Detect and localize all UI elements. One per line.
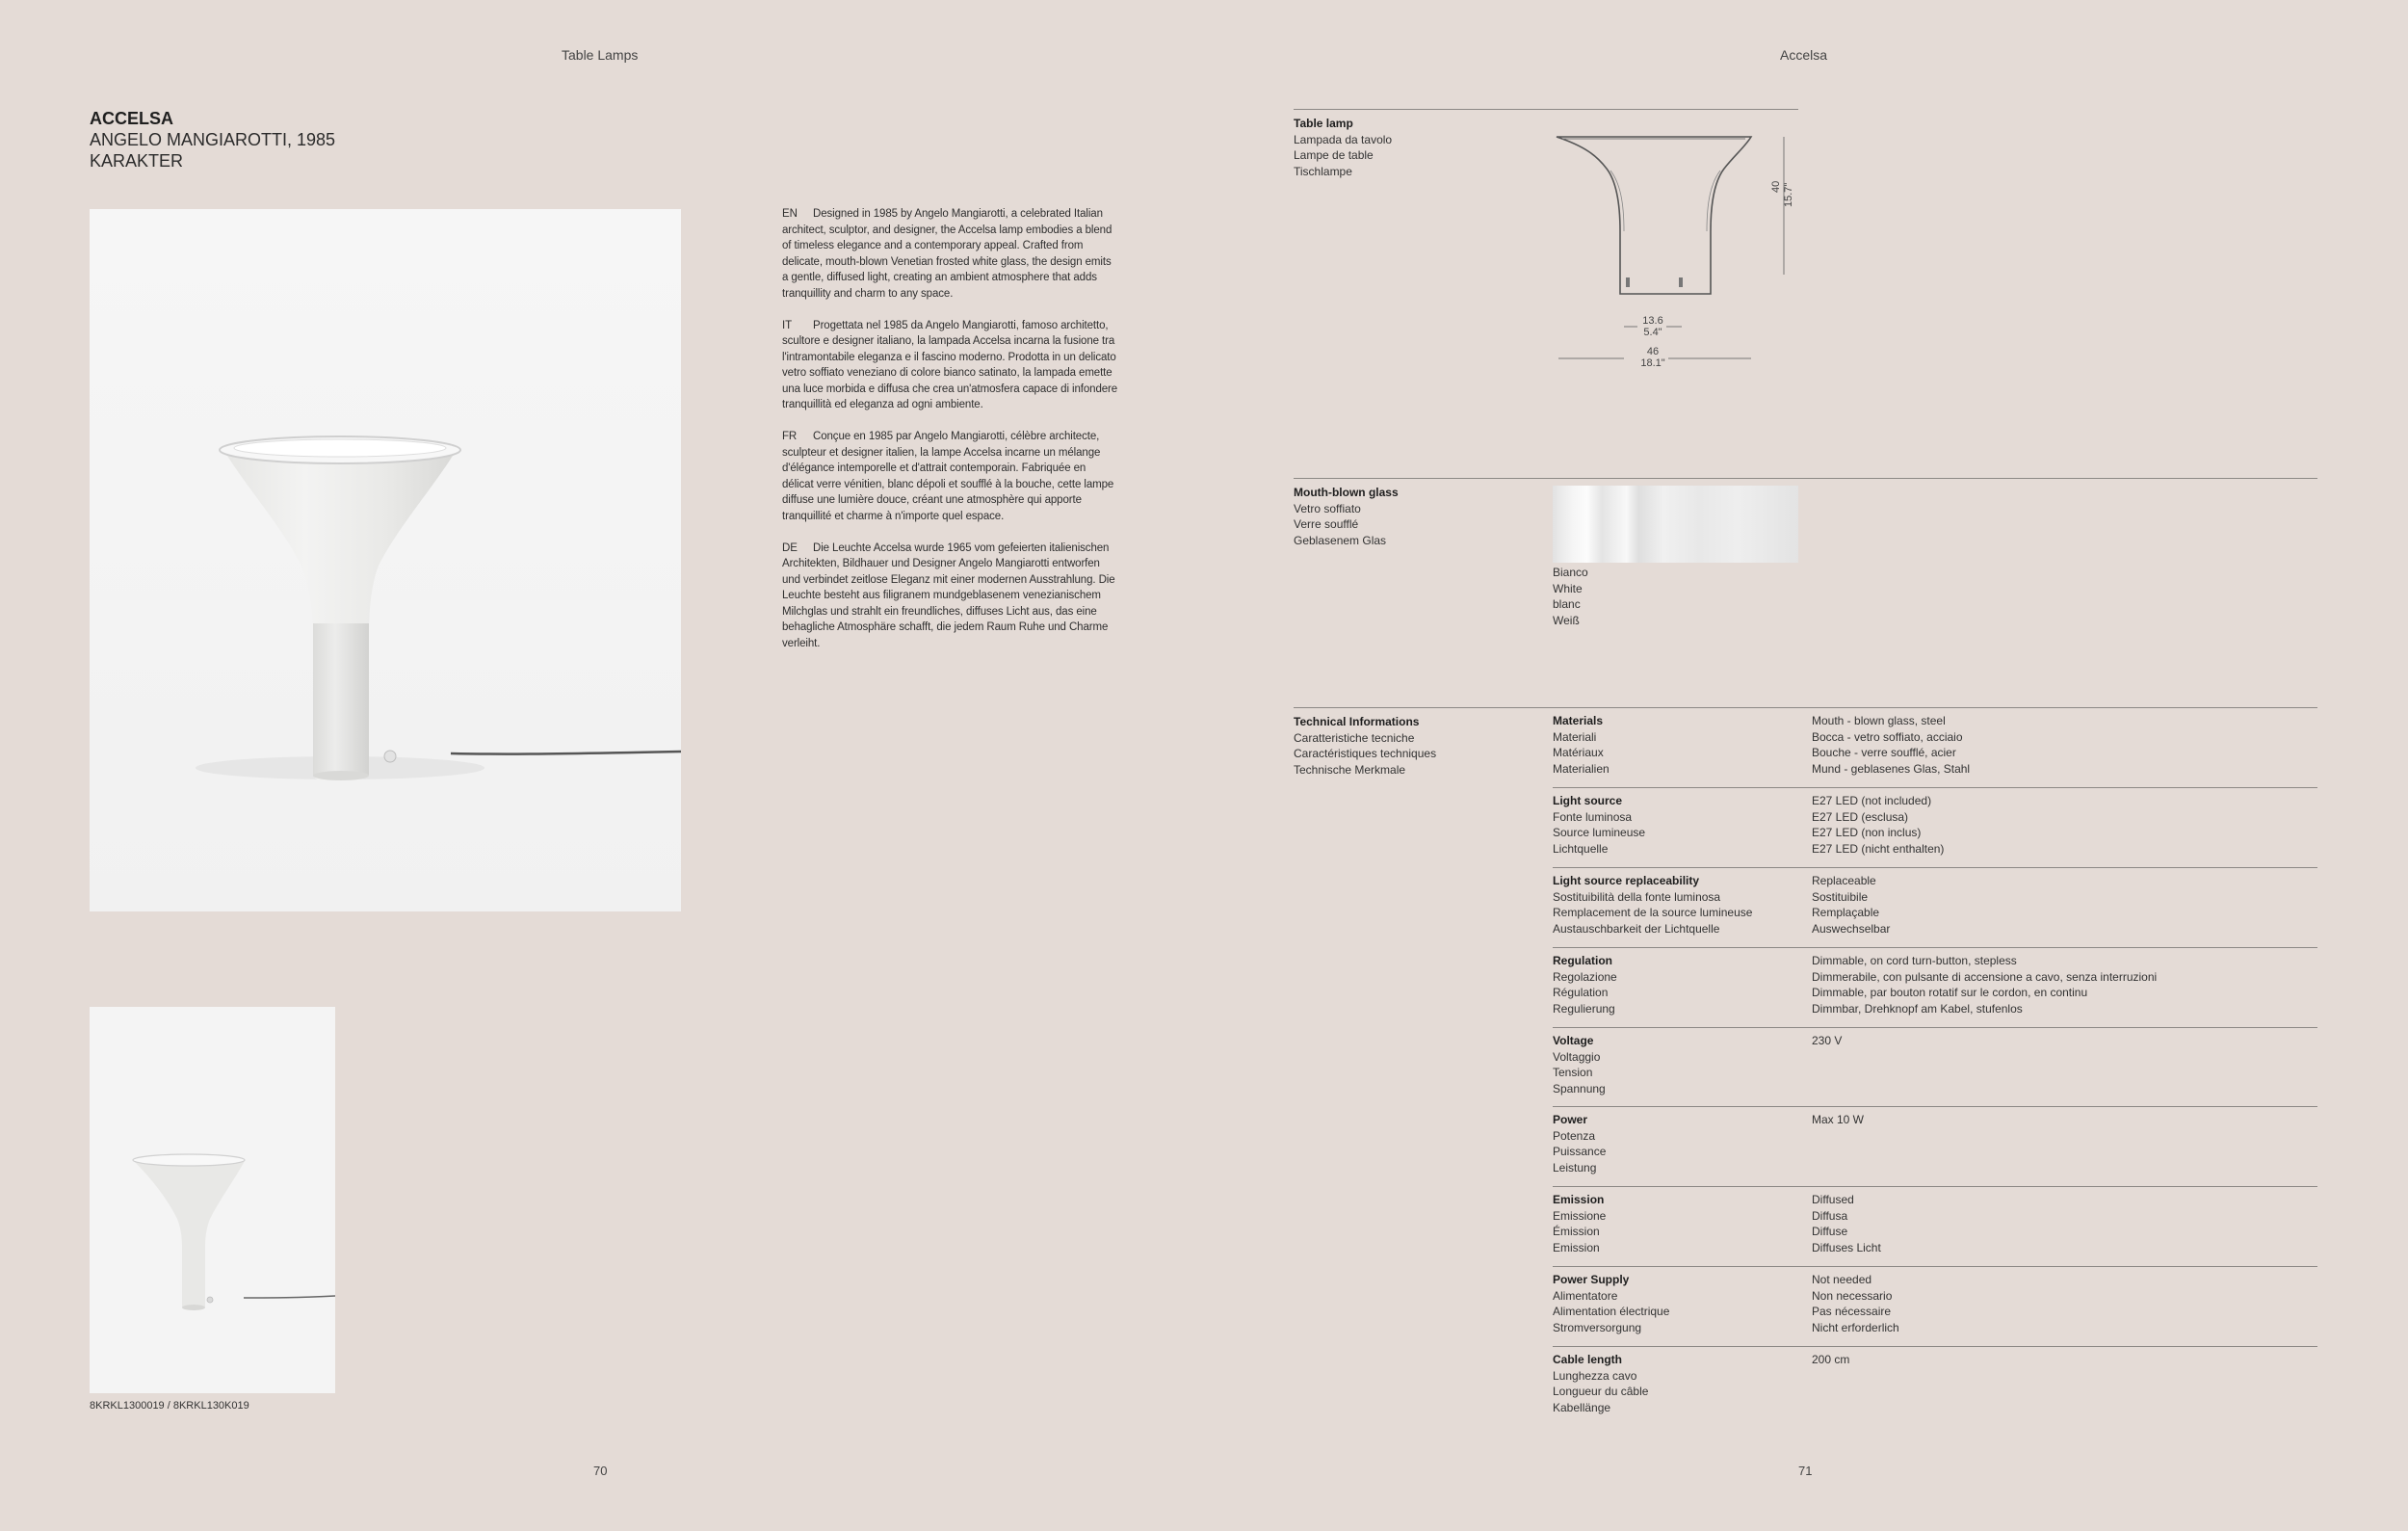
spec-label: Regulation — [1553, 954, 1612, 967]
spec-value: Max 10 W — [1812, 1113, 1865, 1126]
lang-code: FR — [782, 431, 798, 442]
spec-label: Materialien — [1553, 761, 1610, 776]
base-in: 5.4" — [1643, 327, 1662, 338]
designer-year: ANGELO MANGIAROTTI, 1985 — [90, 130, 336, 149]
spec-value: Auswechselbar — [1812, 921, 1891, 936]
spec-row-voltage — [1553, 1027, 2317, 1095]
technical-heading-label: Technische Merkmale — [1294, 762, 1406, 777]
lang-code: EN — [782, 208, 798, 220]
spec-row-power — [1553, 1106, 2317, 1175]
spec-label: Émission — [1553, 1225, 1600, 1238]
page-number-right: 71 — [1798, 1464, 1813, 1478]
spec-value: Bocca - vetro soffiato, acciaio — [1812, 729, 1963, 744]
brand-name: KARAKTER — [90, 151, 184, 171]
spec-label: Lichtquelle — [1553, 841, 1609, 856]
spec-value: 230 V — [1812, 1034, 1843, 1047]
technical-heading-label: Caractéristiques techniques — [1294, 747, 1437, 760]
spec-row-regulation — [1553, 947, 2317, 1016]
material-label: Geblasenem Glas — [1294, 533, 1387, 547]
spec-value: Pas nécessaire — [1812, 1305, 1892, 1318]
spec-label: Puissance — [1553, 1145, 1607, 1158]
spec-value: Dimmable, on cord turn-button, stepless — [1812, 954, 2017, 967]
spec-value: Diffuse — [1812, 1225, 1848, 1238]
spec-value: Dimmerabile, con pulsante di accensione a cavo, senza interruzioni — [1812, 969, 2158, 984]
spec-label: Light source replaceability — [1553, 874, 1700, 887]
spec-value: E27 LED (not included) — [1812, 794, 1932, 807]
height-dimension-inches — [1783, 183, 1794, 207]
spec-value: Dimmbar, Drehknopf am Kabel, stufenlos — [1812, 1001, 2023, 1016]
spec-label: Power Supply — [1553, 1273, 1630, 1286]
description-fr — [782, 429, 1119, 524]
color-name: Bianco — [1553, 566, 1588, 579]
spec-label: Kabellänge — [1553, 1400, 1611, 1414]
description-block — [782, 206, 1119, 668]
spec-label: Matériaux — [1553, 746, 1604, 759]
spec-row-cable-length — [1553, 1346, 2317, 1414]
lang-code: IT — [782, 319, 793, 331]
spec-value: Diffuses Licht — [1812, 1240, 1881, 1254]
spec-label: Materiali — [1553, 729, 1597, 744]
technical-heading-label: Technical Informations — [1294, 715, 1420, 728]
spec-label: Emissione — [1553, 1208, 1607, 1223]
material-labels — [1294, 485, 1399, 548]
material-label: Vetro soffiato — [1294, 501, 1361, 515]
technical-heading-label: Caratteristiche tecniche — [1294, 730, 1415, 745]
drawing-top-rule — [1294, 109, 1798, 110]
spec-value: Bouche - verre soufflé, acier — [1812, 746, 1956, 759]
spec-label: Lunghezza cavo — [1553, 1368, 1637, 1383]
height-cm: 40 — [1770, 180, 1782, 193]
color-name: blanc — [1553, 597, 1581, 611]
description-text: Progettata nel 1985 da Angelo Mangiarotti, famoso architetto, scultore e designer italiano, la lampada Accelsa incarna la fusione tra l'intramontabile eleganza e il fascino moderno. Prodotta in un delicato vetro soffiato veneziano di colore bianco satinato, la lampada emette una luce morbida e diffusa che crea un'atmosfera capace di infondere tranquillità ed eleganza ad ogni ambiente. — [782, 319, 1118, 410]
color-names — [1553, 565, 1588, 628]
height-dimension — [1770, 181, 1782, 193]
description-text: Designed in 1985 by Angelo Mangiarotti, a celebrated Italian architect, sculptor, and designer, the Accelsa lamp embodies a blend of timeless elegance and a contemporary appeal. Crafted from delicate, mouth-blown Venetian frosted white glass, the design emits a gentle, diffused light, creating an ambient atmosphere that adds tranquillity and charm to any space. — [782, 208, 1112, 300]
drawing-label: Lampe de table — [1294, 148, 1374, 162]
spec-row-emission — [1553, 1186, 2317, 1254]
color-name: White — [1553, 581, 1583, 595]
width-cm: 46 — [1646, 346, 1660, 357]
technical-heading — [1294, 714, 1436, 778]
product-name: ACCELSA — [90, 109, 174, 128]
spec-label: Fonte luminosa — [1553, 809, 1633, 824]
description-it — [782, 318, 1119, 413]
spec-value: Not needed — [1812, 1273, 1872, 1286]
spec-label: Tension — [1553, 1066, 1593, 1079]
spec-label: Régulation — [1553, 986, 1609, 999]
description-text: Die Leuchte Accelsa wurde 1965 vom gefeierten italienischen Architekten, Bildhauer und Designer Angelo Mangiarotti entworfen und verbindet zeitlose Eleganz mit einer modernen Ausstrahlung. Die Leuchte besteht aus filigranem mundgeblasenem venezianischem Milchglas und strahlt ein freundliches, diffuses Licht aus, das eine behagliche Atmosphäre schafft, die jedem Raum Ruhe und Charme verleiht. — [782, 541, 1115, 649]
spec-row-replaceability — [1553, 867, 2317, 936]
spec-value: Dimmable, par bouton rotatif sur le cordon, en continu — [1812, 986, 2088, 999]
spec-label: Cable length — [1553, 1353, 1623, 1366]
drawing-label: Table lamp — [1294, 117, 1353, 130]
spec-value: Replaceable — [1812, 874, 1876, 887]
running-head-left: Table Lamps — [562, 47, 639, 63]
lang-code: DE — [782, 541, 798, 554]
description-en — [782, 206, 1119, 302]
spec-label: Leistung — [1553, 1160, 1597, 1175]
spec-label: Longueur du câble — [1553, 1385, 1649, 1398]
spec-label: Regulierung — [1553, 1001, 1615, 1016]
drawing-labels — [1294, 116, 1392, 179]
spec-label: Regolazione — [1553, 969, 1617, 984]
material-label: Mouth-blown glass — [1294, 486, 1399, 499]
color-name: Weiß — [1553, 613, 1580, 627]
width-in: 18.1" — [1640, 357, 1665, 369]
spec-label: Voltaggio — [1553, 1049, 1601, 1064]
running-head-right: Accelsa — [1780, 47, 1828, 63]
spec-value: Diffused — [1812, 1193, 1854, 1206]
product-codes: 8KRKL1300019 / 8KRKL130K019 — [90, 1400, 249, 1412]
spec-label: Remplacement de la source lumineuse — [1553, 906, 1753, 919]
spec-value: Diffusa — [1812, 1208, 1848, 1223]
spec-label: Light source — [1553, 794, 1623, 807]
spec-label: Spannung — [1553, 1081, 1606, 1095]
spec-value: E27 LED (non inclus) — [1812, 826, 1922, 839]
width-dimension — [1637, 346, 1668, 369]
spec-label: Stromversorgung — [1553, 1320, 1642, 1334]
spec-value: Sostituibile — [1812, 889, 1869, 904]
spec-label: Austauschbarkeit der Lichtquelle — [1553, 921, 1720, 936]
spec-label: Materials — [1553, 714, 1604, 727]
spec-value: Non necessario — [1812, 1288, 1893, 1303]
spec-label: Potenza — [1553, 1128, 1596, 1143]
glass-swatch — [1553, 486, 1798, 563]
spec-value: E27 LED (nicht enthalten) — [1812, 841, 1945, 856]
product-title-block — [90, 108, 335, 172]
spec-row-light-source — [1553, 787, 2317, 856]
description-de — [782, 541, 1119, 652]
technical-drawing — [1541, 125, 1811, 385]
spec-value: 200 cm — [1812, 1353, 1850, 1366]
spec-value: E27 LED (esclusa) — [1812, 809, 1909, 824]
spec-label: Alimentation électrique — [1553, 1305, 1670, 1318]
spec-label: Source lumineuse — [1553, 826, 1646, 839]
spec-value: Mouth - blown glass, steel — [1812, 714, 1946, 727]
spec-value: Mund - geblasenes Glas, Stahl — [1812, 761, 1971, 776]
description-text: Conçue en 1985 par Angelo Mangiarotti, célèbre architecte, sculpteur et designer italien, la lampe Accelsa incarne un mélange d'élégance intemporelle et d'attrait contemporain. Fabriquée en délicat verre vénitien, blanc dépoli et soufflé à la bouche, cette lampe diffuse une lumière douce, créant une atmosphère qui apporte tranquillité et charme à n'importe quel espace. — [782, 431, 1114, 522]
drawing-label: Tischlampe — [1294, 164, 1352, 178]
spec-label: Voltage — [1553, 1034, 1594, 1047]
spec-label: Power — [1553, 1113, 1588, 1126]
spec-label: Alimentatore — [1553, 1288, 1618, 1303]
spec-row-power-supply — [1553, 1266, 2317, 1334]
spec-value: Remplaçable — [1812, 906, 1880, 919]
page-number-left: 70 — [593, 1464, 608, 1478]
spec-label: Emission — [1553, 1240, 1600, 1254]
material-label: Verre soufflé — [1294, 517, 1359, 531]
product-photo-secondary — [90, 1007, 335, 1393]
spec-row-materials — [1553, 708, 2317, 776]
drawing-label: Lampada da tavolo — [1294, 132, 1393, 146]
base-cm: 13.6 — [1642, 315, 1663, 327]
spec-label: Emission — [1553, 1193, 1605, 1206]
product-photo-main — [90, 209, 681, 911]
material-top-rule — [1294, 478, 2317, 479]
height-in: 15.7" — [1783, 182, 1794, 207]
spec-label: Sostituibilità della fonte luminosa — [1553, 889, 1721, 904]
base-dimension — [1637, 315, 1668, 338]
spec-value: Nicht erforderlich — [1812, 1320, 1899, 1334]
